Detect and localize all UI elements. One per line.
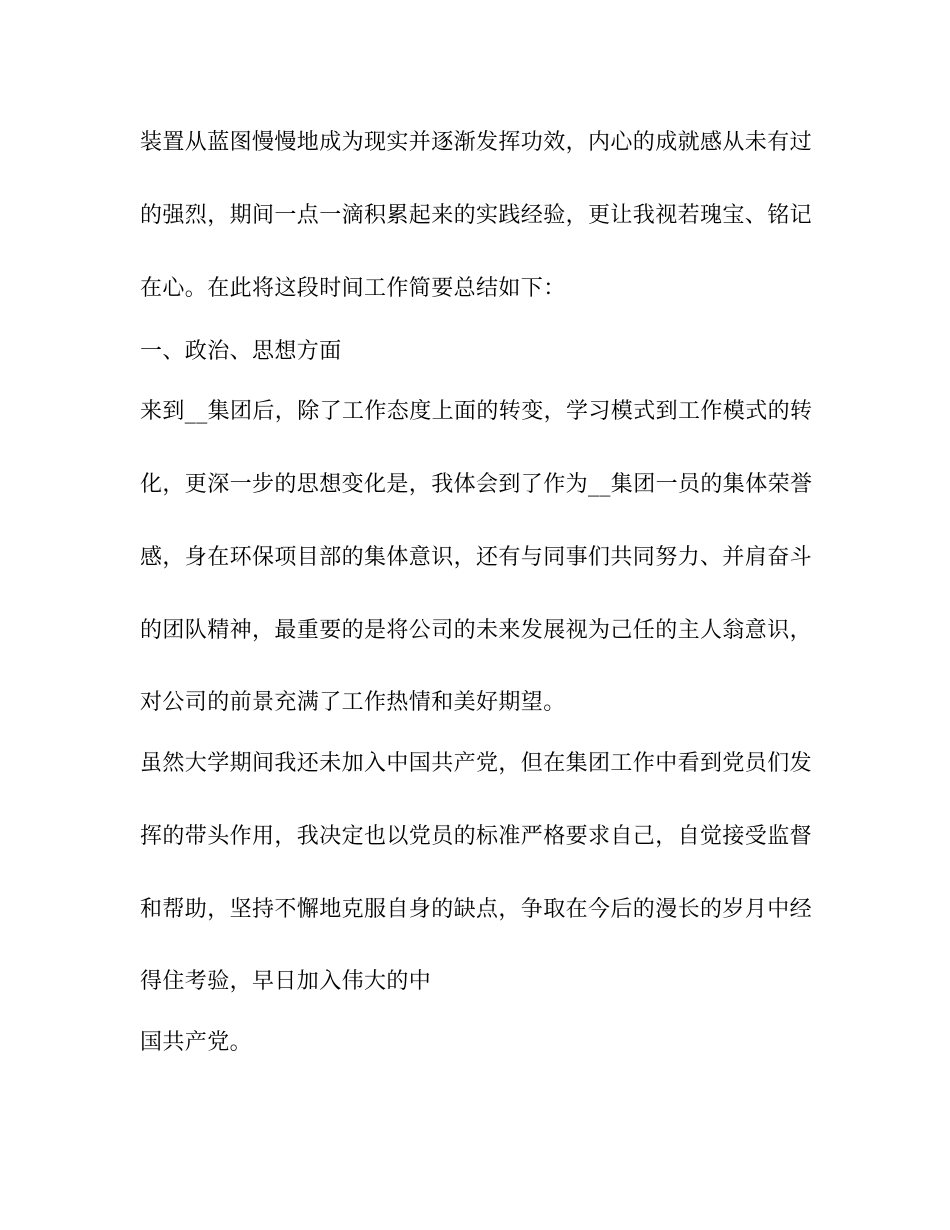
section-heading: 一、政治、思想方面 [140,339,342,364]
text-line-7: 感，身在环保项目部的集体意识，还有与同事们共同努力、并肩奋斗 [140,545,813,570]
text-line-9: 对公司的前景充满了工作热情和美好期望。 [140,690,566,715]
text-line-11: 挥的带头作用，我决定也以党员的标准严格要求自己，自觉接受监督 [140,824,813,849]
text-line-3: 在心。在此将这段时间工作简要总结如下： [140,276,566,301]
text-line-10: 虽然大学期间我还未加入中国共产党，但在集团工作中看到党员们发 [140,751,813,776]
text-line-6: 化，更深一步的思想变化是，我体会到了作为__集团一员的集体荣誉 [140,472,813,497]
text-line-8: 的团队精神，最重要的是将公司的未来发展视为己任的主人翁意识， [140,618,813,643]
text-line-14: 国共产党。 [140,1030,253,1055]
text-line-1: 装置从蓝图慢慢地成为现实并逐渐发挥功效，内心的成就感从未有过 [140,130,813,155]
text-line-12: 和帮助，坚持不懈地克服自身的缺点，争取在今后的漫长的岁月中经 [140,897,813,922]
text-line-2: 的强烈，期间一点一滴积累起来的实践经验，更让我视若瑰宝、铭记 [140,203,813,228]
text-line-5: 来到__集团后，除了工作态度上面的转变，学习模式到工作模式的转 [140,399,813,424]
text-line-13: 得住考验，早日加入伟大的中 [140,969,432,994]
